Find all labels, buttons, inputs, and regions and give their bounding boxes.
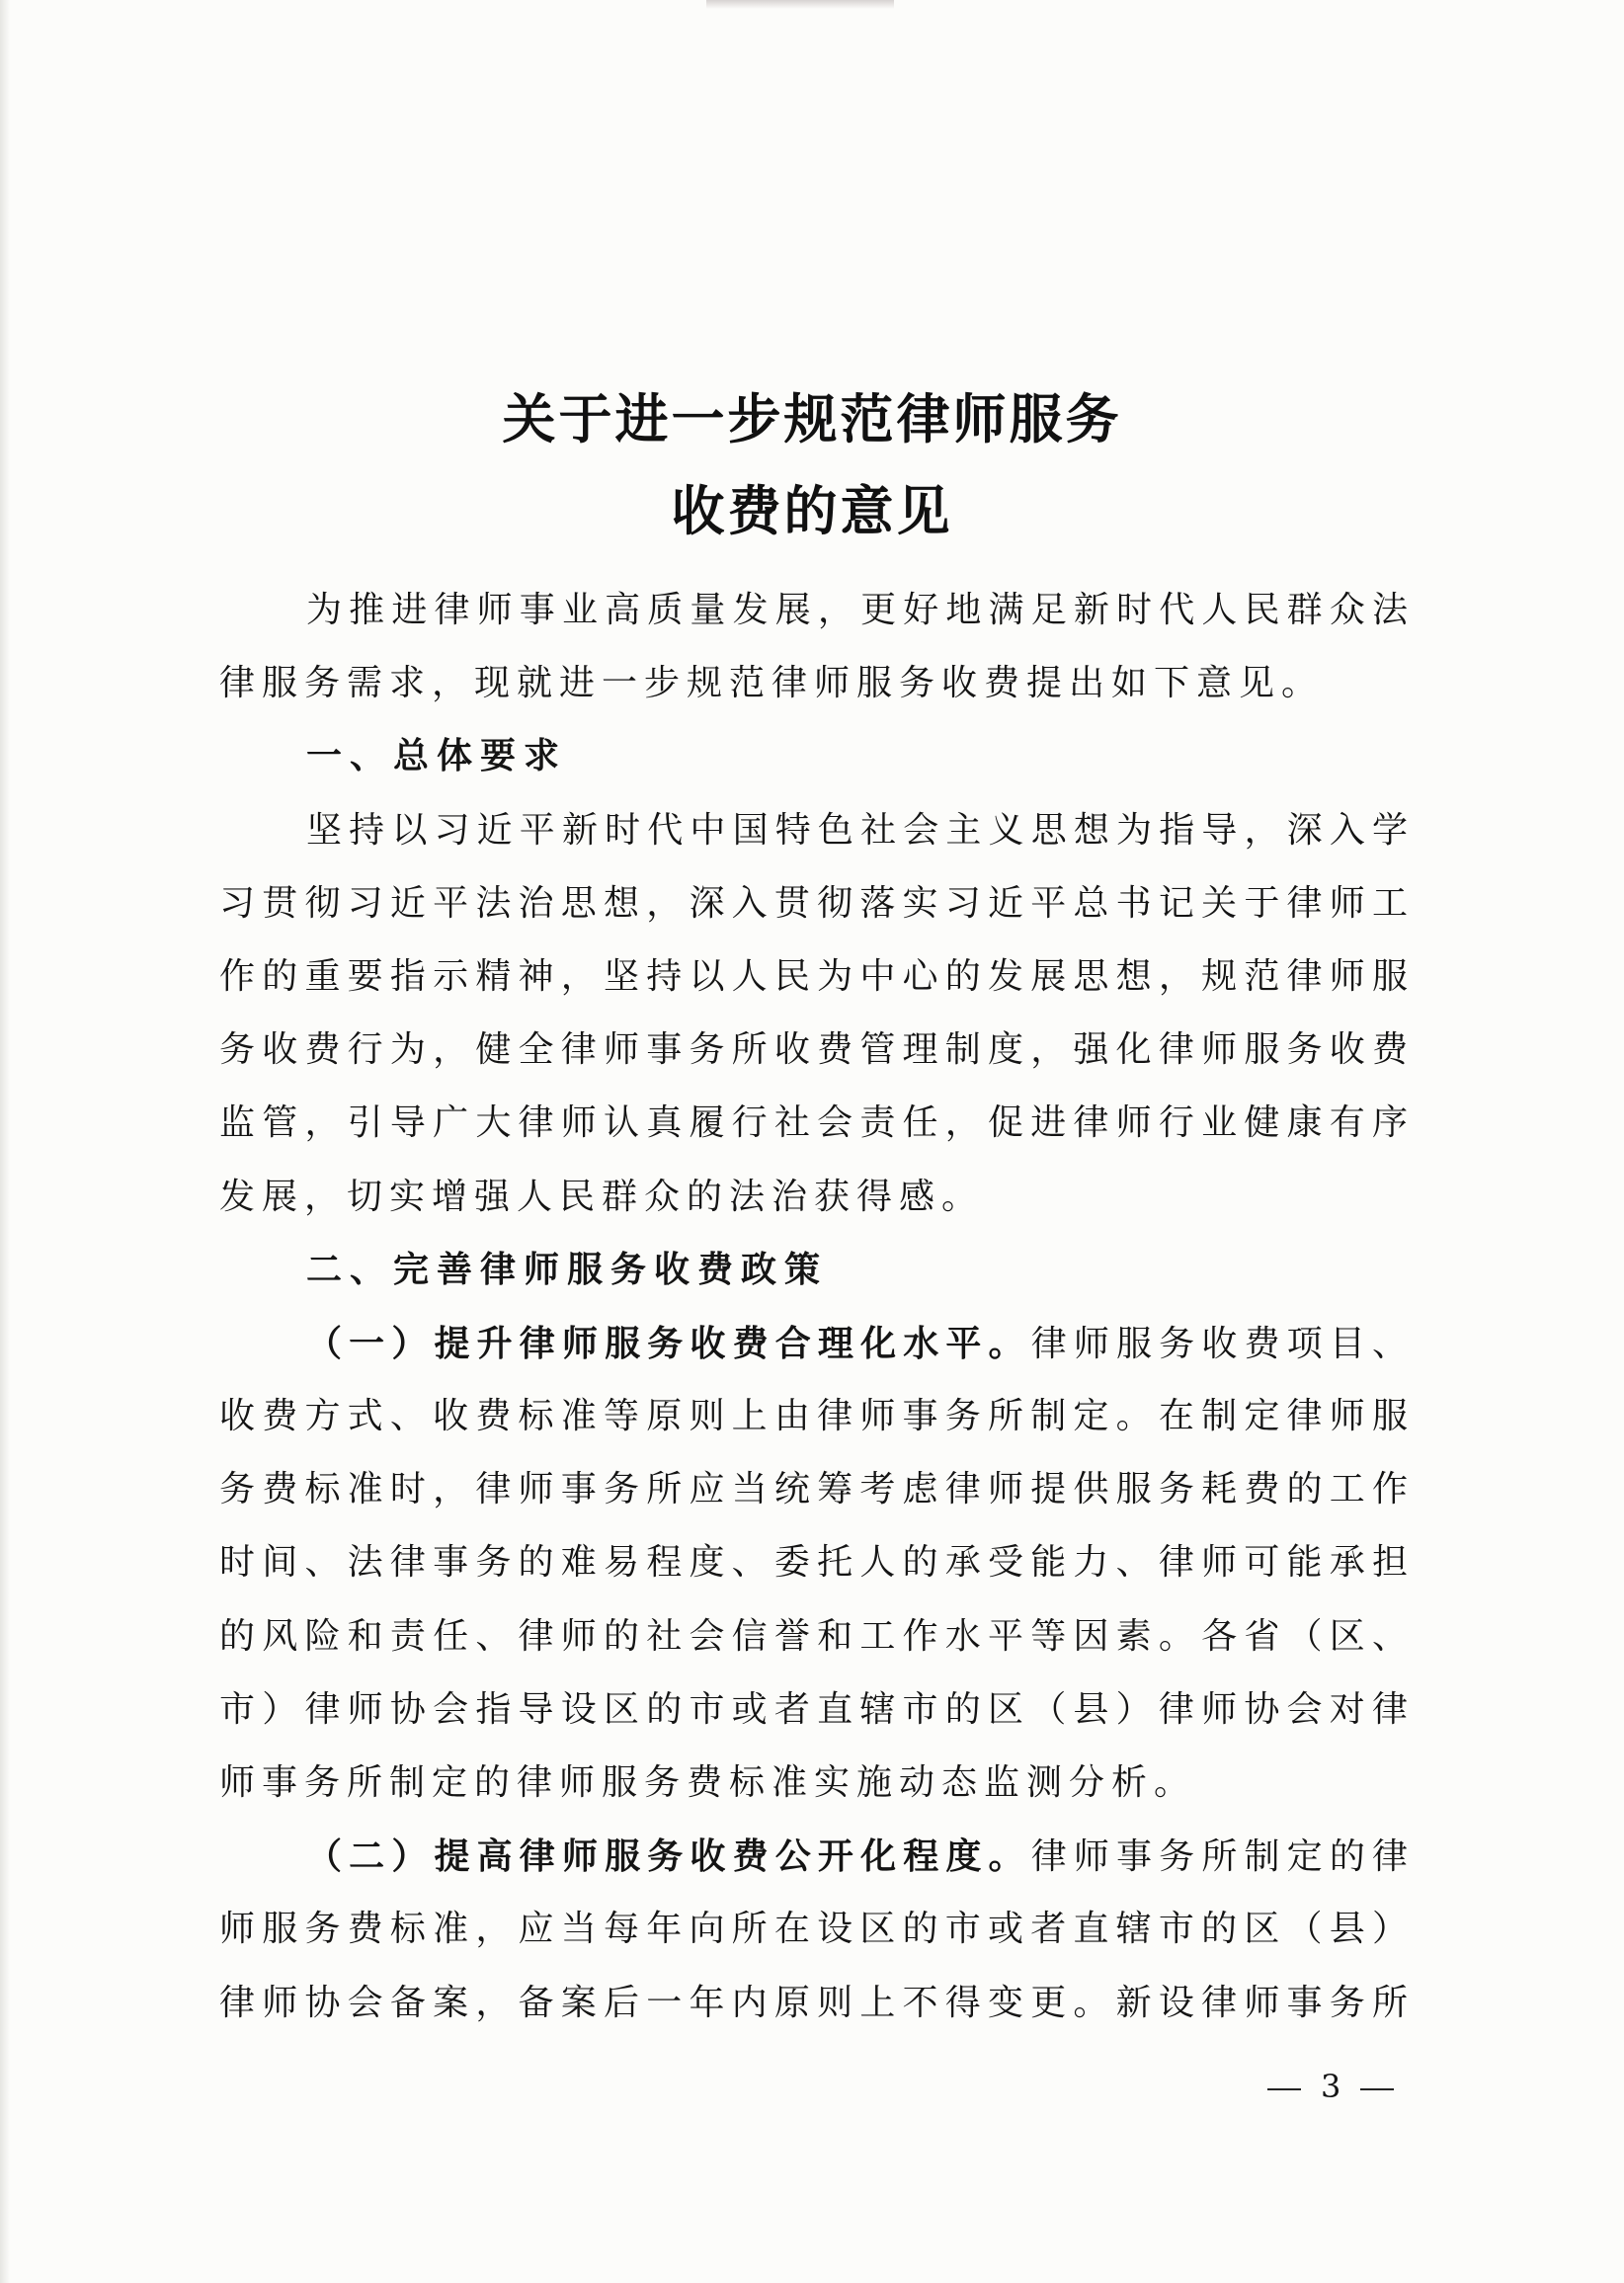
- section-heading-2: 二、完善律师服务收费政策: [306, 1249, 829, 1290]
- title-line-1: 关于进一步规范律师服务: [502, 387, 1122, 450]
- item-text: 律师事务所制定的律: [1030, 1836, 1415, 1878]
- item-line: 的风险和责任、律师的社会信誉和工作水平等因素。各省（区、: [219, 1615, 1415, 1657]
- page-number-value: 3: [1321, 2068, 1341, 2105]
- item-line: 师事务所制定的律师服务费标准实施动态监测分析。: [219, 1762, 1197, 1803]
- item-lead: （二）提高律师服务收费公开化程度。: [306, 1835, 1031, 1878]
- item-first-line: [219, 1820, 1415, 1893]
- page-number-dash: [1267, 2088, 1301, 2090]
- section1-line: 习贯彻习近平法治思想，深入贯彻落实习近平总书记关于律师工: [219, 882, 1415, 924]
- section1-line: 务收费行为，健全律师事务所收费管理制度，强化律师服务收费: [219, 1029, 1415, 1071]
- item-line: 时间、法律事务的难易程度、委托人的承受能力、律师可能承担: [219, 1542, 1415, 1584]
- item-line: 收费方式、收费标准等原则上由律师事务所制定。在制定律师服: [219, 1396, 1415, 1437]
- item-line: 师服务费标准，应当每年向所在设区的市或者直辖市的区（县）: [219, 1909, 1415, 1950]
- section1-line: 发展，切实增强人民群众的法治获得感。: [219, 1176, 985, 1217]
- intro-line: 为推进律师事业高质量发展，更好地满足新时代人民群众法: [306, 590, 1415, 630]
- item-text: 律师服务收费项目、: [1030, 1323, 1415, 1364]
- document-title: [0, 373, 1624, 557]
- title-line-2: 收费的意见: [671, 479, 953, 542]
- document-body: [219, 574, 1415, 2040]
- item-first-line: [219, 1307, 1415, 1380]
- scan-mark: [706, 0, 894, 9]
- section1-line: 作的重要指示精神，坚持以人民为中心的发展思想，规范律师服: [219, 955, 1415, 997]
- section1-line: 坚持以习近平新时代中国特色社会主义思想为指导，深入学: [306, 809, 1415, 851]
- section-heading-1: 一、总体要求: [306, 736, 568, 777]
- page-number: [1267, 2065, 1394, 2108]
- page-number-dash: [1360, 2088, 1394, 2090]
- section1-line: 监管，引导广大律师认真履行社会责任，促进律师行业健康有序: [219, 1102, 1415, 1144]
- item-lead: （一）提升律师服务收费合理化水平。: [306, 1322, 1031, 1364]
- item-line: 律师协会备案，备案后一年内原则上不得变更。新设律师事务所: [219, 1982, 1415, 2023]
- item-line: 务费标准时，律师事务所应当统筹考虑律师提供服务耗费的工作: [219, 1469, 1415, 1510]
- item-line: 市）律师协会指导设区的市或者直辖市的区（县）律师协会对律: [219, 1688, 1415, 1730]
- scan-edge-shade: [0, 0, 10, 2283]
- intro-line: 律服务需求，现就进一步规范律师服务收费提出如下意见。: [219, 663, 1325, 704]
